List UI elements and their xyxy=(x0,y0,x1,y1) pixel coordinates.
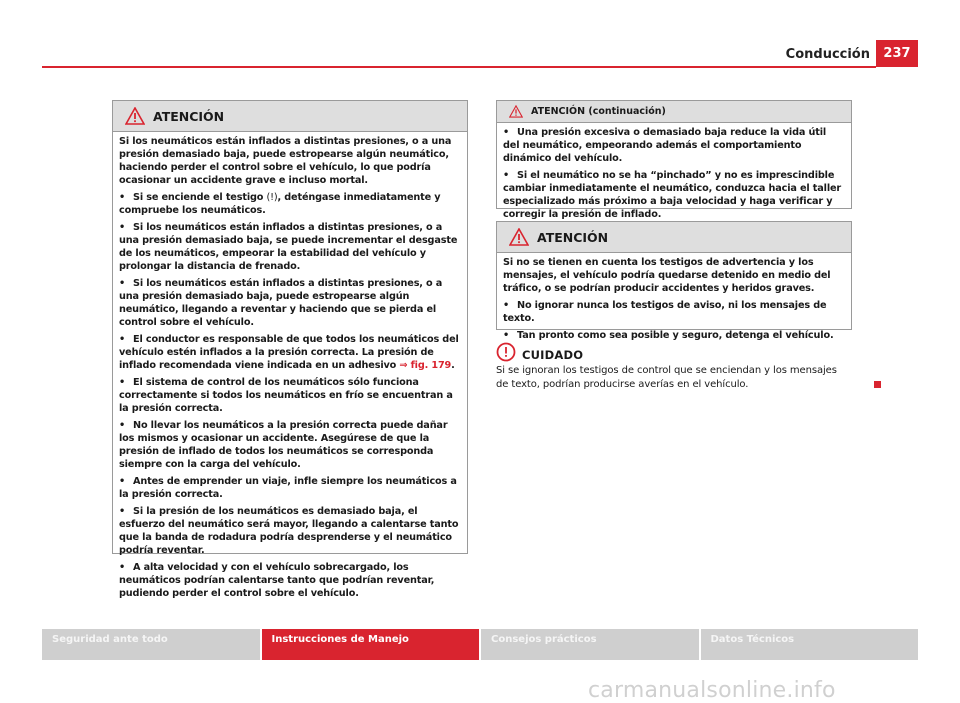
list-item: • Antes de emprender un viaje, infle siempre los neumáticos a la presión correcta. xyxy=(119,476,457,500)
bullet-icon: • xyxy=(503,127,510,138)
list-item: • Si los neumáticos están inflados a distintas presiones, o a una presión demasiado baja, se puede incrementar el desgaste de los neumáticos, empeorar la estabilidad del vehículo y prolongar la distancia de frenado. xyxy=(119,222,458,272)
caution-header xyxy=(496,342,856,362)
warning-continued-title: ATENCIÓN (continuación) xyxy=(531,106,666,117)
list-item: • Una presión excesiva o demasiado baja reduce la vida útil del neumático, empeorando además el comportamiento dinámico del vehículo. xyxy=(503,127,827,164)
warning-box-right-body xyxy=(497,253,851,342)
bullet-icon: • xyxy=(503,300,510,311)
list-item: • Si se enciende el testigo (!), deténgase inmediatamente y compruebe los neumáticos. xyxy=(119,192,441,216)
footer-tab-operating-instructions[interactable]: Instrucciones de Manejo xyxy=(262,629,480,660)
bullet-icon: • xyxy=(119,476,126,487)
warning-box-right-header xyxy=(497,222,851,253)
watermark: carmanualsonline.info xyxy=(588,678,836,703)
bullet-icon: • xyxy=(503,170,510,181)
bullet-icon: • xyxy=(119,222,126,233)
caution-circle-icon xyxy=(496,342,516,362)
warning-box-left-header xyxy=(113,101,467,132)
warning-intro: Si no se tienen en cuenta los testigos de advertencia y los mensajes, el vehículo podría quedarse detenido en medio del tráfico, o se podrían producir accidentes y heridos graves. xyxy=(503,257,831,294)
section-end-mark xyxy=(874,381,881,388)
list-item: • Si la presión de los neumáticos es demasiado baja, el esfuerzo del neumático será mayor, llegando a calentarse tanto que la banda de rodadura podría desprenderse y el neumático podría reventar. xyxy=(119,506,459,556)
warning-box-left xyxy=(112,100,468,599)
bullet-icon: • xyxy=(119,278,126,289)
warning-box-right xyxy=(496,221,852,341)
list-item: • El sistema de control de los neumáticos sólo funciona correctamente si todos los neumáticos en frío se encuentran a la presión correcta. xyxy=(119,377,453,414)
warning-triangle-icon xyxy=(509,228,529,246)
bullet-icon: • xyxy=(119,334,126,345)
warning-box-left-body xyxy=(113,132,467,600)
bullet-icon: • xyxy=(119,377,126,388)
footer-tab-technical-data[interactable]: Datos Técnicos xyxy=(701,629,919,660)
footer-tab-practical-tips[interactable]: Consejos prácticos xyxy=(481,629,699,660)
warning-box-continued-header xyxy=(497,101,851,123)
list-item: • Si los neumáticos están inflados a distintas presiones, o a una presión demasiado baja, puede estropearse algún neumático, llegando a reventar y haciendo que se pierda el control sobre el vehículo. xyxy=(119,278,443,328)
warning-intro: Si los neumáticos están inflados a distintas presiones, o a una presión demasiado baja, puede estropearse algún neumático, haciendo perder el control sobre el vehículo, lo que podría ocasionar un accidente grave e incluso mortal. xyxy=(119,136,452,186)
list-item: • Tan pronto como sea posible y seguro, detenga el vehículo. xyxy=(503,330,834,341)
header-title: Conducción xyxy=(785,47,870,62)
caution-section xyxy=(496,342,856,391)
bullet-icon: • xyxy=(119,420,126,431)
caution-text: Si se ignoran los testigos de control que se enciendan y los mensajes de texto, podrían producirse averías en el vehículo. xyxy=(496,365,837,390)
tire-pressure-warning-icon: (!) xyxy=(266,192,278,203)
header-rule xyxy=(42,66,876,68)
warning-box-continued-body xyxy=(497,123,851,221)
bullet-icon: • xyxy=(119,562,126,573)
list-item: • Si el neumático no se ha “pinchado” y no es imprescindible cambiar inmediatamente el neumático, conduzca hacia el taller especializado más próximo a baja velocidad y haga verificar y corregir la presión de inflado. xyxy=(503,170,842,220)
footer-tab-safety[interactable]: Seguridad ante todo xyxy=(42,629,260,660)
bullet-icon: • xyxy=(119,506,126,517)
footer-nav xyxy=(42,629,918,660)
warning-box-continued xyxy=(496,100,852,220)
caution-title: CUIDADO xyxy=(522,348,584,362)
list-item: • No ignorar nunca los testigos de aviso, ni los mensajes de texto. xyxy=(503,300,827,324)
warning-triangle-icon xyxy=(125,107,145,125)
warning-triangle-icon xyxy=(509,105,523,118)
figure-reference-link[interactable]: ⇒ fig. 179 xyxy=(399,360,452,371)
list-item: • No llevar los neumáticos a la presión correcta puede dañar los mismos y ocasionar un accidente. Asegúrese de que la presión de inflado de todos los neumáticos se corresponda siempre con la carga del vehículo. xyxy=(119,420,448,470)
page-number: 237 xyxy=(876,40,918,67)
list-item: • A alta velocidad y con el vehículo sobrecargado, los neumáticos podrían calentarse tanto que podrían reventar, pudiendo perder el control sobre el vehículo. xyxy=(119,562,435,599)
list-item: • El conductor es responsable de que todos los neumáticos del vehículo estén inflados a la presión correcta. La presión de inflado recomendada viene indicada en un adhesivo ⇒ fig. 179. xyxy=(119,334,459,371)
warning-title: ATENCIÓN xyxy=(153,108,225,124)
warning-title: ATENCIÓN xyxy=(537,229,609,245)
bullet-icon: • xyxy=(119,192,126,203)
bullet-icon: • xyxy=(503,330,510,341)
